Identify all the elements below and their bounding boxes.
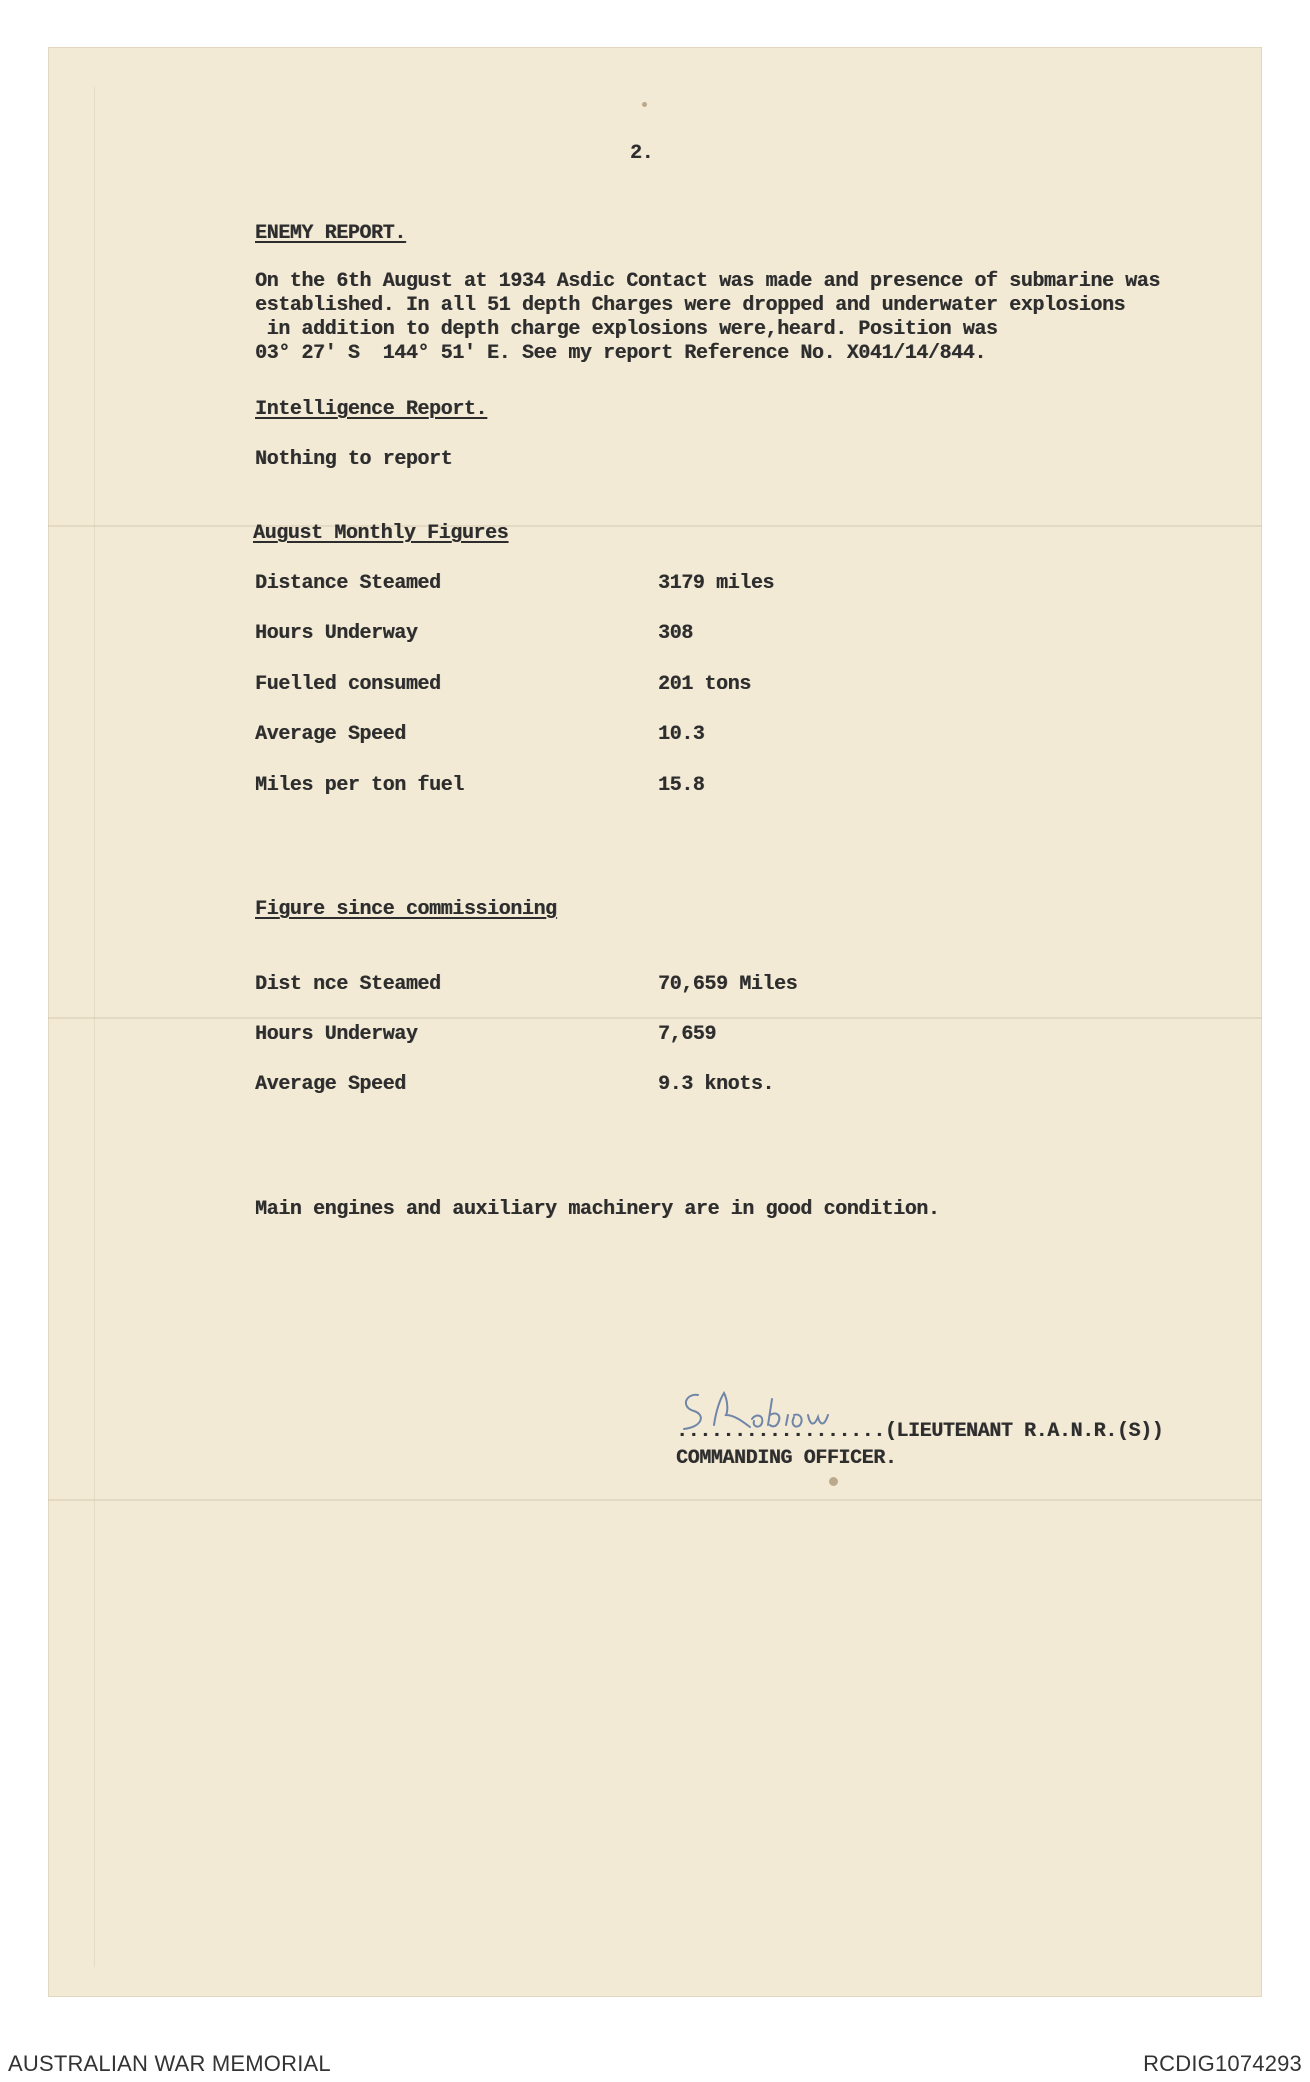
commissioning-row-label: Hours Underway bbox=[255, 1023, 418, 1046]
page-number: 2. bbox=[630, 142, 654, 165]
margin-line bbox=[94, 87, 95, 1967]
intelligence-report-text: Nothing to report bbox=[255, 448, 453, 471]
august-row-value: 308 bbox=[658, 622, 693, 645]
august-row-value: 3179 miles bbox=[658, 572, 775, 595]
signature-text: S Robson bbox=[676, 1385, 681, 1386]
enemy-report-line-3: in addition to depth charge explosions were,heard. Position was bbox=[255, 318, 998, 341]
enemy-report-heading: ENEMY REPORT. bbox=[255, 222, 406, 245]
signature-title: COMMANDING OFFICER. bbox=[676, 1447, 897, 1470]
signature-line: ..................(LIEUTENANT R.A.N.R.(S)) bbox=[676, 1420, 1164, 1443]
august-figures-heading: August Monthly Figures bbox=[253, 522, 509, 545]
fold-crease-middle bbox=[48, 1017, 1262, 1019]
commissioning-row-label: Dist nce Steamed bbox=[255, 973, 441, 996]
intelligence-report-heading: Intelligence Report. bbox=[255, 398, 488, 421]
footer-institution: AUSTRALIAN WAR MEMORIAL bbox=[8, 2051, 331, 2076]
august-row-label: Fuelled consumed bbox=[255, 673, 441, 696]
ink-speck bbox=[642, 102, 647, 107]
august-row-label: Hours Underway bbox=[255, 622, 418, 645]
august-row-label: Distance Steamed bbox=[255, 572, 441, 595]
august-row-label: Miles per ton fuel bbox=[255, 774, 464, 797]
fold-crease-upper bbox=[48, 525, 1262, 527]
august-row-value: 15.8 bbox=[658, 774, 705, 797]
machinery-note: Main engines and auxiliary machinery are in good condition. bbox=[255, 1198, 940, 1221]
enemy-report-line-1: On the 6th August at 1934 Asdic Contact was made and presence of submarine was bbox=[255, 270, 1160, 293]
enemy-report-line-4: 03° 27' S 144° 51' E. See my report Reference No. X041/14/844. bbox=[255, 342, 986, 365]
commissioning-row-label: Average Speed bbox=[255, 1073, 406, 1096]
commissioning-figures-heading: Figure since commissioning bbox=[255, 898, 557, 921]
august-row-value: 201 tons bbox=[658, 673, 751, 696]
footer-reference-id: RCDIG1074293 bbox=[1143, 2051, 1302, 2076]
enemy-report-line-2: established. In all 51 depth Charges were dropped and underwater explosions bbox=[255, 294, 1126, 317]
fold-crease-lower bbox=[48, 1499, 1262, 1501]
august-row-value: 10.3 bbox=[658, 723, 705, 746]
august-row-label: Average Speed bbox=[255, 723, 406, 746]
commissioning-row-value: 70,659 Miles bbox=[658, 973, 798, 996]
ink-stain bbox=[829, 1477, 838, 1486]
commissioning-row-value: 9.3 knots. bbox=[658, 1073, 775, 1096]
commissioning-row-value: 7,659 bbox=[658, 1023, 717, 1046]
